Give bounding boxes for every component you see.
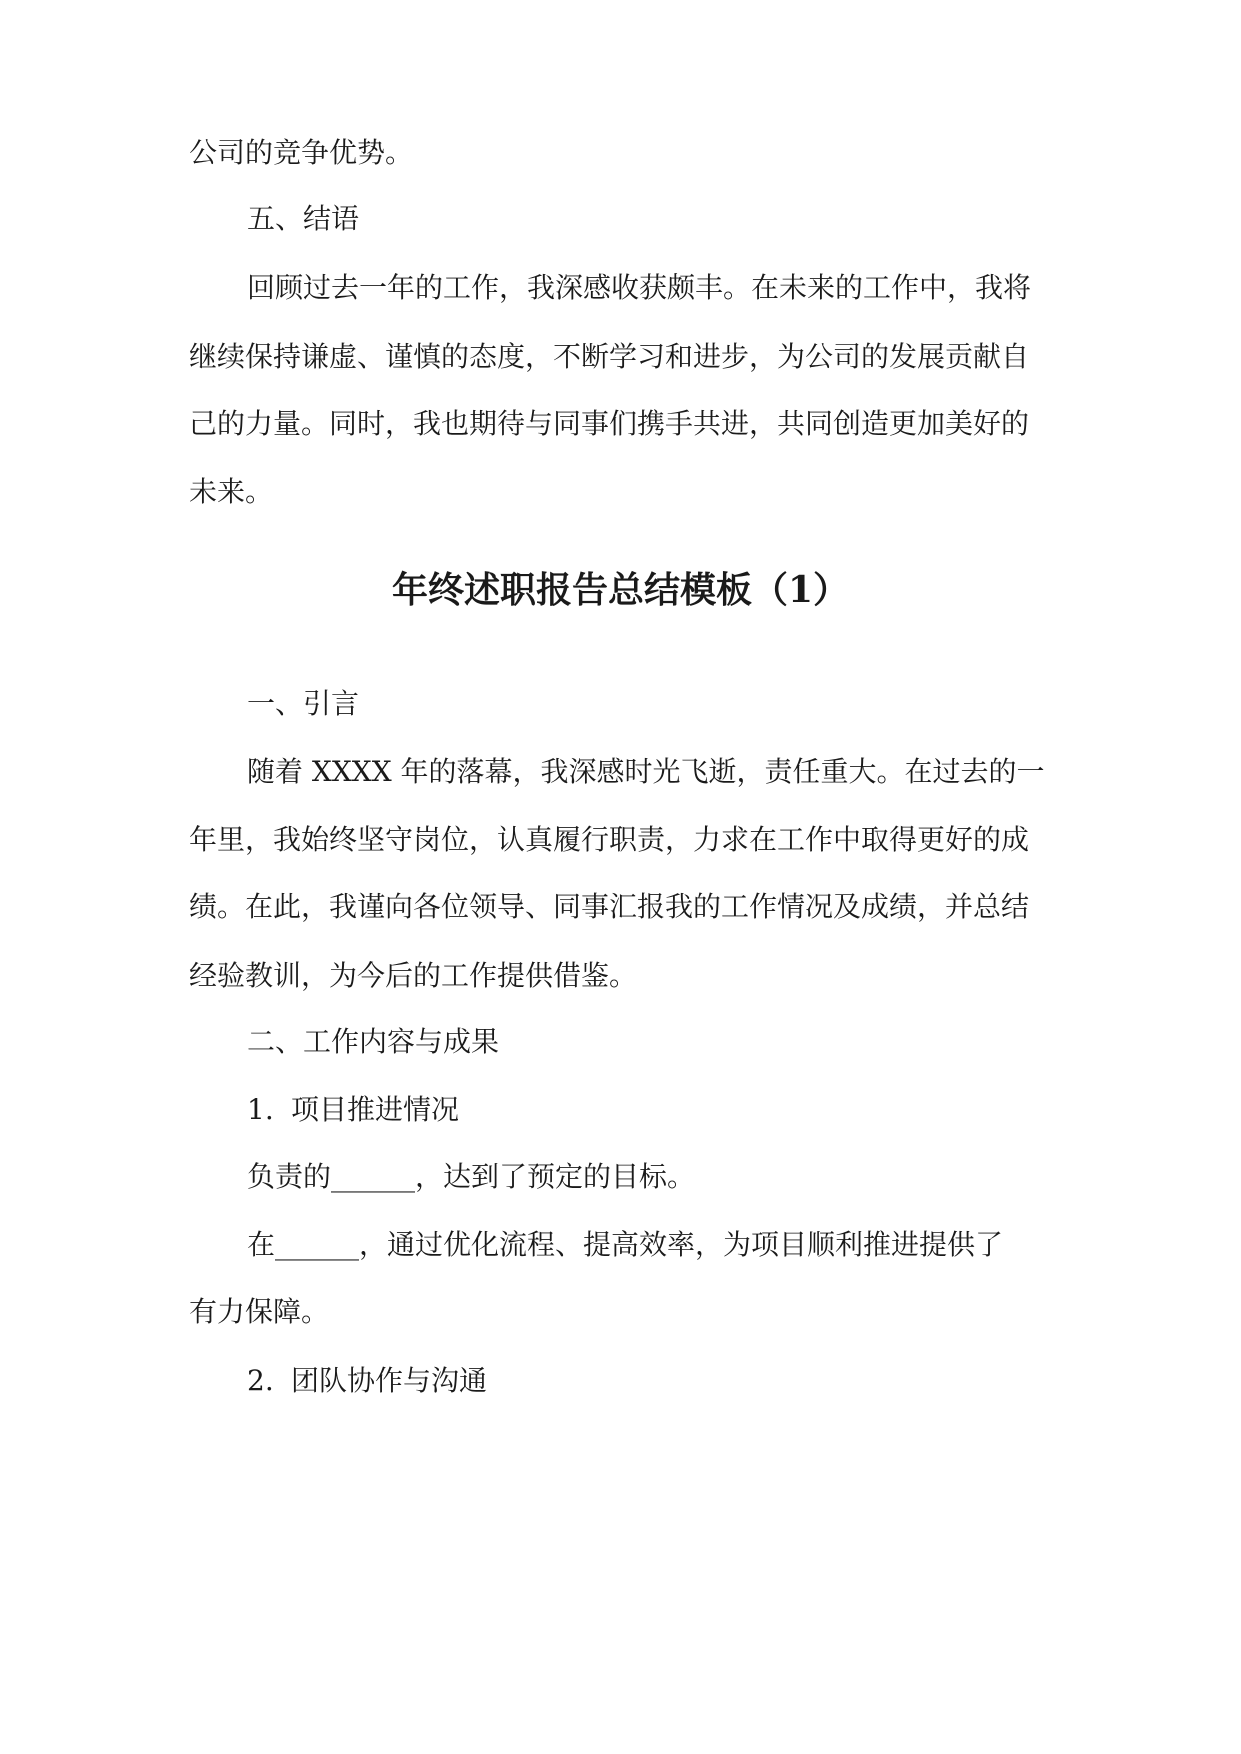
paragraph-line: 负责的______，达到了预定的目标。 — [247, 1160, 696, 1193]
paragraph-line: 有力保障。 — [189, 1295, 330, 1328]
list-item-label: 项目推进情况 — [291, 1093, 460, 1126]
paragraph-line: 年里，我始终坚守岗位，认真履行职责，力求在工作中取得更好的成 — [189, 823, 1030, 856]
section-heading-conclusion: 五、结语 — [247, 202, 360, 235]
document-title: 年终述职报告总结模板（1） — [391, 569, 850, 611]
list-item-number: 2. — [247, 1364, 274, 1397]
list-item-number: 1. — [247, 1093, 274, 1126]
paragraph-line: 在______，通过优化流程、提高效率，为项目顺利推进提供了 — [247, 1228, 1004, 1261]
list-item-label: 团队协作与沟通 — [291, 1364, 488, 1397]
list-item-team-collaboration — [247, 1361, 487, 1401]
paragraph-line: 随着 XXXX 年的落幕，我深感时光飞逝，责任重大。在过去的一 — [247, 755, 1045, 788]
list-item-project-progress — [247, 1090, 459, 1130]
paragraph-line: 己的力量。同时，我也期待与同事们携手共进，共同创造更加美好的 — [189, 407, 1030, 440]
section-heading-work-content: 二、工作内容与成果 — [247, 1025, 500, 1058]
section-heading-introduction: 一、引言 — [247, 687, 360, 720]
paragraph-line: 未来。 — [189, 475, 274, 508]
paragraph-line: 经验教训，为今后的工作提供借鉴。 — [189, 959, 638, 992]
paragraph-line: 继续保持谦虚、谨慎的态度，不断学习和进步，为公司的发展贡献自 — [189, 340, 1030, 373]
paragraph-line: 回顾过去一年的工作，我深感收获颇丰。在未来的工作中，我将 — [247, 271, 1032, 304]
paragraph-line: 绩。在此，我谨向各位领导、同事汇报我的工作情况及成绩，并总结 — [189, 890, 1030, 923]
paragraph-line: 公司的竞争优势。 — [189, 136, 414, 169]
